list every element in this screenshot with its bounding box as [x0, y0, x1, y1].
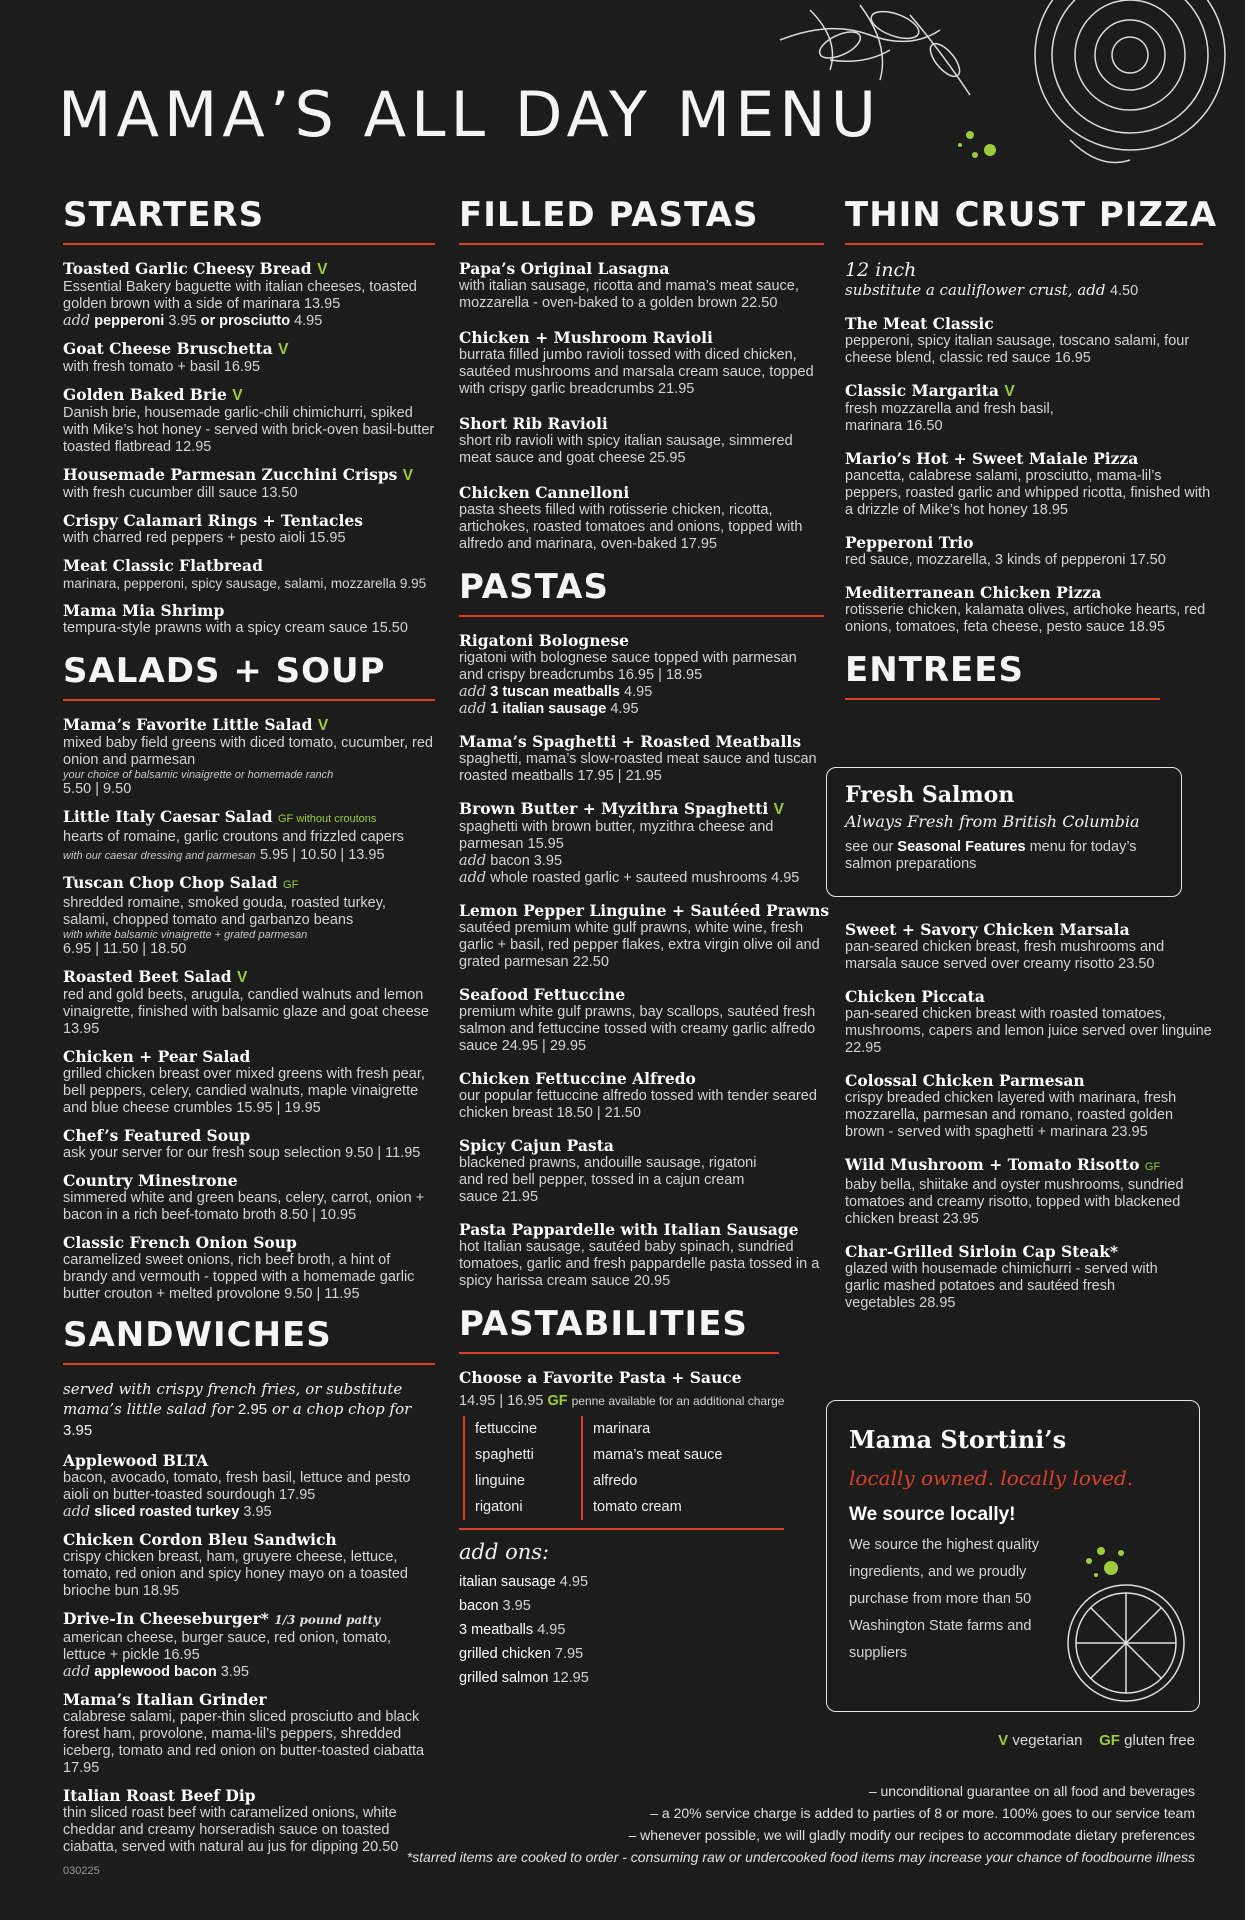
gf-legend-tag: GF: [1099, 1732, 1120, 1749]
menu-item: [63, 715, 435, 798]
vegetarian-tag: V: [232, 387, 243, 404]
menu-item: [63, 1530, 435, 1600]
item-description: burrata filled jumbo ravioli tossed with diced chicken, sautéed mushrooms and marsala cream sauce, topped with crispy garlic breadcrumbs 21.95: [459, 347, 814, 397]
item-description: caramelized sweet onions, rich beef broth, a hint of brandy and vermouth - topped with a homemade garlic butter crouton + melted provolone 9.50 | 11.95: [63, 1252, 415, 1302]
item-price: 5.50 | 9.50: [63, 781, 132, 797]
salmon-description: see our Seasonal Features menu for today’s salmon preparations: [845, 839, 1137, 872]
item-note: with white balsamic vinaigrette + grated parmesan: [63, 929, 308, 941]
vegetarian-tag: V: [1004, 383, 1015, 400]
gluten-free-tag: GF: [283, 879, 299, 891]
item-description: glazed with housemade chimichurri - served with garlic mashed potatoes and sautéed fresh vegetables 28.95: [845, 1261, 1158, 1311]
addons-heading: add ons:: [459, 1540, 550, 1564]
item-note: 1/3 pound patty: [274, 1613, 381, 1627]
section-heading-entrees: ENTREES: [845, 650, 1160, 700]
item-description: red and gold beets, arugula, candied walnuts and lemon vinaigrette, finished with balsamic glaze and goat cheese 13.95: [63, 987, 429, 1037]
column-left: [63, 195, 435, 1877]
list-item: grilled salmon 12.95: [459, 1670, 589, 1686]
sandwiches-intro: served with crispy french fries, or substitute mama’s little salad for 2.95 or a chop chop for 3.95: [63, 1380, 412, 1439]
section-heading-starters: STARTERS: [63, 195, 435, 245]
item-description: sautéed premium white gulf prawns, white wine, fresh garlic + basil, red pepper flakes, extra virgin olive oil and grated parmesan 22.50: [459, 920, 820, 970]
item-name: Toasted Garlic Cheesy Bread: [63, 259, 312, 278]
item-name: Meat Classic Flatbread: [63, 556, 263, 575]
pastabilities-subhead: Choose a Favorite Pasta + Sauce: [459, 1368, 742, 1387]
menu-item: [459, 414, 824, 467]
item-description: our popular fettuccine alfredo tossed with tender seared chicken breast 18.50 | 21.50: [459, 1088, 817, 1121]
pastabilities-price: 14.95 | 16.95: [459, 1393, 544, 1409]
menu-item: [845, 381, 1215, 435]
item-name: Crispy Calamari Rings + Tentacles: [63, 511, 363, 530]
item-description: tempura-style prawns with a spicy cream sauce 15.50: [63, 620, 408, 636]
list-item: grilled chicken 7.95: [459, 1646, 584, 1662]
addon-prefix: add: [63, 1504, 91, 1520]
item-name: Lemon Pepper Linguine + Sautéed Prawns: [459, 901, 830, 920]
gluten-free-tag: GF: [547, 1393, 568, 1409]
list-item: italian sausage 4.95: [459, 1574, 589, 1590]
list-item: linguine: [475, 1473, 525, 1489]
item-name: Mama’s Favorite Little Salad: [63, 715, 313, 734]
salmon-feature-box: [826, 767, 1182, 897]
list-item: fettuccine: [475, 1421, 538, 1437]
item-name: Classic Margarita: [845, 381, 999, 400]
legend: [998, 1732, 1195, 1749]
divider: [459, 1528, 784, 1530]
column-right: [845, 195, 1218, 714]
addon-name: applewood bacon: [94, 1664, 217, 1680]
item-description: bacon, avocado, tomato, fresh basil, lettuce and pesto aioli on butter-toasted sourdough 17.95: [63, 1470, 411, 1503]
menu-item: [63, 465, 435, 502]
menu-item: [63, 339, 435, 376]
item-name: Little Italy Caesar Salad: [63, 807, 273, 826]
slogan: locally owned. locally loved.: [849, 1466, 1134, 1490]
list-item: bacon 3.95: [459, 1598, 531, 1614]
item-name: Tuscan Chop Chop Salad: [63, 873, 278, 892]
gluten-free-tag: GF: [1144, 1161, 1161, 1173]
lemon-illustration: [1041, 1533, 1191, 1703]
item-description: rotisserie chicken, kalamata olives, artichoke hearts, red onions, tomatoes, feta cheese, pesto sauce 18.95: [845, 602, 1206, 635]
item-description: spaghetti with brown butter, myzithra cheese and parmesan 15.95: [459, 819, 774, 852]
item-description: crispy breaded chicken layered with marinara, fresh mozzarella, parmesan and romano, roasted golden brown - served with spaghetti + marinara 23.95: [845, 1090, 1177, 1140]
menu-item: [845, 583, 1215, 636]
item-description: with italian sausage, ricotta and mama’s meat sauce, mozzarella - oven-baked to a golden brown 22.50: [459, 278, 799, 311]
item-name: Chicken + Mushroom Ravioli: [459, 328, 713, 347]
vegetarian-legend-tag: V: [998, 1732, 1009, 1749]
sauce-list: [581, 1416, 722, 1520]
item-name: Spicy Cajun Pasta: [459, 1136, 614, 1155]
gluten-free-tag: GF without croutons: [277, 813, 377, 825]
footer-line: – whenever possible, we will gladly modify our recipes to accommodate dietary preferences: [628, 1827, 1195, 1843]
item-name: Short Rib Ravioli: [459, 414, 608, 433]
item-name: Chef’s Featured Soup: [63, 1126, 251, 1145]
menu-item: [459, 1136, 824, 1206]
menu-item: [459, 985, 824, 1055]
item-description: rigatoni with bolognese sauce topped with parmesan and crispy breadcrumbs 16.95 | 18.95: [459, 650, 797, 683]
vegetarian-tag: V: [278, 341, 289, 358]
addon-prefix: add: [63, 1664, 91, 1680]
menu-item: [459, 259, 824, 312]
item-description: spaghetti, mama’s slow-roasted meat sauce and tuscan roasted meatballs 17.95 | 21.95: [459, 751, 817, 784]
item-name: Mario’s Hot + Sweet Maiale Pizza: [845, 449, 1139, 468]
sourcing-text: We source the highest quality ingredients, and we proudly purchase from more than 50 Washington State farms and suppliers: [849, 1537, 1039, 1661]
item-description: fresh mozzarella and fresh basil, marinara 16.50: [845, 401, 1054, 434]
item-description: blackened prawns, andouille sausage, rigatoni and red bell pepper, tossed in a cajun cream sauce 21.95: [459, 1155, 757, 1205]
menu-code: 030225: [63, 1865, 100, 1877]
addon-price: 3.95: [168, 313, 197, 329]
item-description: pasta sheets filled with rotisserie chicken, ricotta, artichokes, roasted tomatoes and onions, topped with alfredo and marinara, oven-baked 17.95: [459, 502, 803, 552]
menu-item: Brown Butter + Myzithra Spaghetti V spaghetti with brown butter, myzithra cheese and parmesan 15.95 add bacon 3.95 add whole roasted garlic + sauteed mushrooms 4.95: [459, 799, 824, 887]
item-name: Chicken Cordon Bleu Sandwich: [63, 1530, 337, 1549]
item-description: hot Italian sausage, sautéed baby spinach, sundried tomatoes, garlic and fresh pappardelle pasta tossed in a spicy harissa cream sauce 20.95: [459, 1239, 820, 1289]
menu-item: [63, 807, 435, 864]
menu-item: [63, 873, 435, 958]
item-name: Sweet + Savory Chicken Marsala: [845, 920, 1130, 939]
menu-item: [63, 511, 435, 547]
menu-item: [63, 1786, 435, 1856]
pizza-substitute: substitute a cauliflower crust, add: [845, 281, 1106, 299]
about-box: [826, 1400, 1200, 1712]
menu-title: MAMA’S ALL DAY MENU: [58, 78, 882, 151]
item-name: Chicken Fettuccine Alfredo: [459, 1069, 696, 1088]
vegetarian-tag: V: [773, 801, 785, 818]
menu-item: [459, 483, 824, 553]
menu-item: [845, 920, 1215, 973]
item-description: simmered white and green beans, celery, carrot, onion + bacon in a rich beef-tomato broth 8.50 | 10.95: [63, 1190, 425, 1223]
item-name: Chicken Cannelloni: [459, 483, 630, 502]
addon-name: pepperoni: [94, 313, 165, 329]
item-name: Applewood BLTA: [63, 1451, 209, 1470]
sourcing-heading: We source locally!: [849, 1504, 1016, 1525]
section-heading-pastabilities: PASTABILITIES: [459, 1304, 779, 1354]
menu-item: [63, 1233, 435, 1303]
footer-line: *starred items are cooked to order - consuming raw or undercooked food items may increase your chance of foodbourne illness: [406, 1849, 1195, 1865]
substitute-price: 4.50: [1109, 283, 1139, 299]
item-name: Mama Mia Shrimp: [63, 601, 225, 620]
menu-item: [459, 1069, 824, 1122]
item-name: Country Minestrone: [63, 1171, 238, 1190]
item-description: premium white gulf prawns, bay scallops, sautéed fresh salmon and fettuccine tossed with creamy garlic alfredo sauce 24.95 | 29.95: [459, 1004, 816, 1054]
menu-item: [845, 314, 1215, 367]
item-name: Seafood Fettuccine: [459, 985, 626, 1004]
item-description: pepperoni, spicy italian sausage, toscano salami, four cheese blend, classic red sauce 16.95: [845, 333, 1190, 366]
addon-name: sliced roasted turkey: [94, 1504, 240, 1520]
item-name: Mama’s Italian Grinder: [63, 1690, 267, 1709]
item-description: Essential Bakery baguette with italian cheeses, toasted golden brown with a side of marinara 13.95: [63, 279, 417, 312]
item-name: Papa’s Original Lasagna: [459, 259, 670, 278]
salmon-tagline: Always Fresh from British Columbia: [845, 812, 1140, 831]
menu-item: [459, 328, 824, 398]
item-name: Roasted Beet Salad: [63, 967, 232, 986]
gf-note: penne available for an additional charge: [571, 1394, 785, 1408]
menu-item: [63, 259, 435, 330]
item-name: Rigatoni Bolognese: [459, 631, 629, 650]
menu-item: [845, 987, 1215, 1057]
salmon-title: Fresh Salmon: [845, 782, 1015, 808]
item-name: Golden Baked Brie: [63, 385, 227, 404]
menu-item: [63, 385, 435, 456]
pasta-list: [463, 1416, 581, 1520]
item-description: crispy chicken breast, ham, gruyere cheese, lettuce, tomato, red onion and spicy honey mayo on a toasted brioche bun 18.95: [63, 1549, 408, 1599]
list-item: 3 meatballs 4.95: [459, 1622, 566, 1638]
item-note: your choice of balsamic vinaigrette or homemade ranch: [63, 769, 334, 781]
item-name: Italian Roast Beef Dip: [63, 1786, 256, 1805]
menu-item: [63, 1047, 435, 1117]
section-heading-filled-pastas: FILLED PASTAS: [459, 195, 824, 245]
item-name: The Meat Classic: [845, 314, 994, 333]
list-item: marinara: [593, 1421, 651, 1437]
addon-price: 3.95: [220, 1664, 249, 1680]
list-item: spaghetti: [475, 1447, 534, 1463]
item-description: thin sliced roast beef with caramelized onions, white cheddar and creamy horseradish sauce on toasted ciabatta, served with natural au jus for dipping 20.50: [63, 1805, 399, 1855]
pasta-sauce-table: [463, 1416, 824, 1520]
menu-item: [63, 1609, 435, 1681]
addon-price: 4.95: [294, 313, 323, 329]
restaurant-name: Mama Stortini’s: [849, 1425, 1067, 1454]
item-name: Mediterranean Chicken Pizza: [845, 583, 1102, 602]
footer-line: – unconditional guarantee on all food and beverages: [868, 1783, 1195, 1799]
item-name: Chicken Piccata: [845, 987, 985, 1006]
menu-item: [63, 556, 435, 592]
item-description: with fresh tomato + basil 16.95: [63, 359, 261, 375]
menu-item: [459, 1220, 824, 1290]
menu-item: [63, 1171, 435, 1224]
item-description: pancetta, calabrese salami, prosciutto, mama-lil’s peppers, roasted garlic and whipped ricotta, finished with a drizzle of Mike’s hot honey 18.95: [845, 468, 1211, 518]
column-middle: [459, 195, 830, 1690]
item-description: Danish brie, housemade garlic-chili chimichurri, spiked with Mike’s hot honey - served with brick-oven basil-butter toasted flatbread 12.95: [63, 405, 435, 455]
addon-prefix: add: [63, 313, 91, 329]
gf-legend-label: gluten free: [1124, 1732, 1195, 1749]
section-heading-salads: SALADS + SOUP: [63, 651, 435, 701]
vegetarian-tag: V: [402, 467, 414, 484]
list-item: rigatoni: [475, 1499, 523, 1515]
list-item: tomato cream: [593, 1499, 682, 1515]
item-price: 6.95 | 11.50 | 18.50: [63, 941, 187, 957]
section-heading-sandwiches: SANDWICHES: [63, 1315, 435, 1365]
vegetarian-legend-label: vegetarian: [1012, 1732, 1083, 1749]
menu-item: [845, 1155, 1215, 1228]
section-heading-pastas: PASTAS: [459, 567, 824, 617]
menu-item: [845, 449, 1215, 519]
item-name: Char-Grilled Sirloin Cap Steak*: [845, 1242, 1119, 1261]
item-description: mixed baby field greens with diced tomato, cucumber, red onion and parmesan: [63, 735, 433, 768]
menu-item: [845, 1071, 1215, 1141]
item-note: with our caesar dressing and parmesan: [63, 850, 256, 862]
item-name: Classic French Onion Soup: [63, 1233, 297, 1252]
item-description: hearts of romaine, garlic croutons and frizzled capers: [63, 829, 404, 845]
pizza-size: 12 inch: [845, 259, 917, 281]
addon-name: or prosciutto: [200, 313, 291, 329]
item-name: Colossal Chicken Parmesan: [845, 1071, 1085, 1090]
menu-item: [63, 601, 435, 637]
menu-item: Rigatoni Bolognese rigatoni with bolognese sauce topped with parmesan and crispy breadcrumbs 16.95 | 18.95 add 3 tuscan meatballs 4.95 add 1 italian sausage 4.95: [459, 631, 824, 718]
item-description: with fresh cucumber dill sauce 13.50: [63, 485, 298, 501]
menu-item: [845, 1242, 1215, 1312]
menu-item: [459, 732, 824, 785]
item-description: ask your server for our fresh soup selection 9.50 | 11.95: [63, 1145, 421, 1161]
item-description: short rib ravioli with spicy italian sausage, simmered meat sauce and goat cheese 25.95: [459, 433, 793, 466]
item-name: Brown Butter + Myzithra Spaghetti: [459, 799, 769, 818]
addons-list: [459, 1570, 824, 1690]
item-description: pan-seared chicken breast with roasted tomatoes, mushrooms, capers and lemon juice served over linguine 22.95: [845, 1006, 1212, 1056]
item-description: marinara, pepperoni, spicy sausage, salami, mozzarella 9.95: [63, 576, 427, 591]
item-description: grilled chicken breast over mixed greens with fresh pear, bell peppers, celery, candied walnuts, maple vinaigrette and blue cheese crumbles 15.95 | 19.95: [63, 1066, 425, 1116]
menu-item: [63, 1451, 435, 1521]
item-description: red sauce, mozzarella, 3 kinds of pepperoni 17.50: [845, 552, 1166, 568]
item-name: Housemade Parmesan Zucchini Crisps: [63, 465, 398, 484]
item-name: Mama’s Spaghetti + Roasted Meatballs: [459, 732, 802, 751]
vegetarian-tag: V: [237, 969, 248, 986]
item-price: 5.95 | 10.50 | 13.95: [260, 847, 385, 863]
menu-item: [459, 901, 830, 971]
list-item: mama’s meat sauce: [593, 1447, 723, 1463]
item-description: baby bella, shiitake and oyster mushrooms, sundried tomatoes and creamy risotto, topped with blackened chicken breast 23.95: [845, 1177, 1184, 1227]
list-item: alfredo: [593, 1473, 638, 1489]
item-name: Wild Mushroom + Tomato Risotto: [845, 1155, 1140, 1174]
addon-price: 3.95: [243, 1504, 272, 1520]
item-description: pan-seared chicken breast, fresh mushrooms and marsala sauce served over creamy risotto 23.50: [845, 939, 1165, 972]
vegetarian-tag: V: [317, 261, 328, 278]
item-description: american cheese, burger sauce, red onion, tomato, lettuce + pickle 16.95: [63, 1630, 392, 1663]
entrees-list: [845, 920, 1215, 1326]
item-name: Pepperoni Trio: [845, 533, 974, 552]
menu-item: [63, 1126, 435, 1162]
item-description: calabrese salami, paper-thin sliced prosciutto and black forest ham, provolone, mama-lil’s peppers, shredded iceberg, tomato and red onion on butter-toasted ciabatta 17.95: [63, 1709, 425, 1776]
section-heading-pizza: THIN CRUST PIZZA: [845, 195, 1203, 245]
item-description: shredded romaine, smoked gouda, roasted turkey, salami, chopped tomato and garbanzo beans: [63, 895, 386, 928]
menu-item: [63, 1690, 435, 1777]
item-name: Pasta Pappardelle with Italian Sausage: [459, 1220, 799, 1239]
item-name: Chicken + Pear Salad: [63, 1047, 251, 1066]
item-name: Goat Cheese Bruschetta: [63, 339, 273, 358]
item-description: with charred red peppers + pesto aioli 15.95: [63, 530, 346, 546]
item-name: Drive-In Cheeseburger*: [63, 1609, 269, 1628]
vegetarian-tag: V: [317, 717, 329, 734]
menu-item: [63, 967, 435, 1038]
menu-item: [845, 533, 1215, 569]
footer-line: – a 20% service charge is added to parties of 8 or more. 100% goes to our service team: [650, 1805, 1195, 1821]
